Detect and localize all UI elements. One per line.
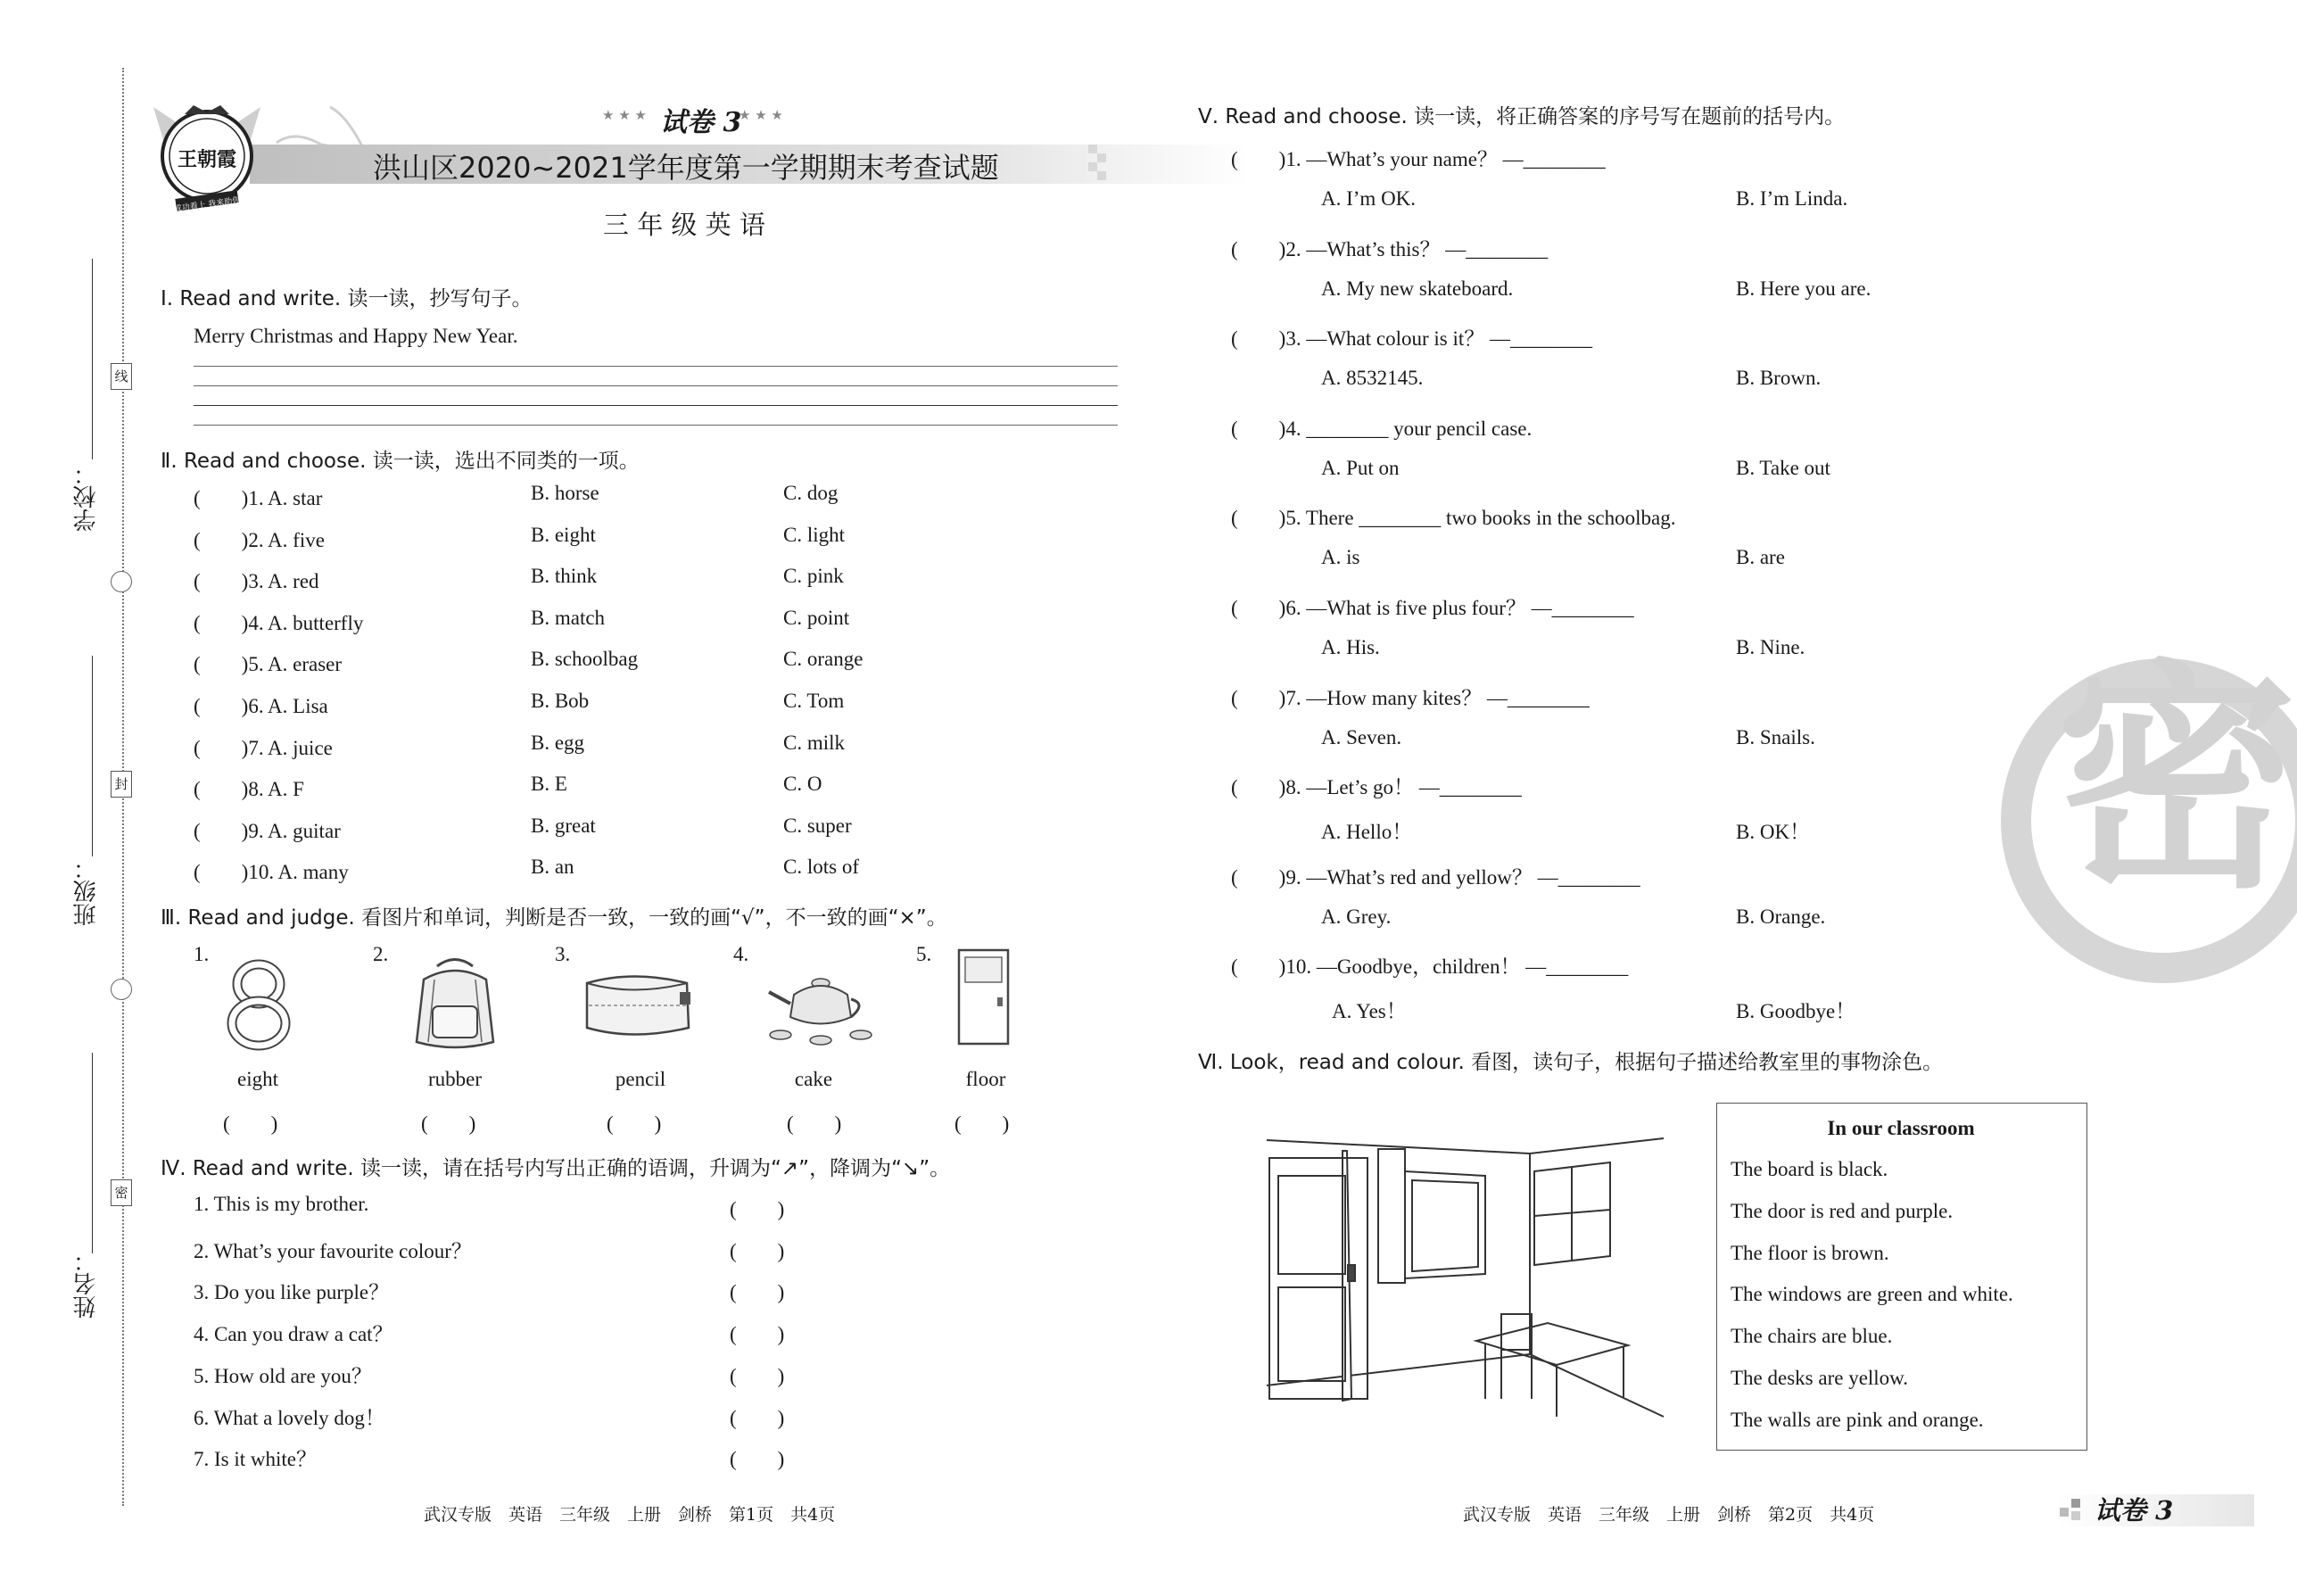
school-label: 学校： xyxy=(73,462,100,532)
name-label: 姓名： xyxy=(73,1249,100,1319)
binding-box-seal: 封 xyxy=(111,771,132,798)
judge-item-word: floor xyxy=(965,1068,1006,1090)
choose-option-a: A. is xyxy=(1321,546,1360,569)
footer-square-icon xyxy=(2071,1511,2080,1520)
choice-row-option-a[interactable]: ( )6. A. Lisa xyxy=(194,695,328,717)
choice-row-option-b: B. schoolbag xyxy=(531,648,639,671)
section-1-title: Ⅰ. Read and write. 读一读，抄写句子。 xyxy=(161,287,533,310)
stars-right-icon: ★ ★ ★ xyxy=(739,107,783,123)
classroom-description-line: The desks are yellow. xyxy=(1731,1367,1909,1389)
choice-row-option-c: C. lots of xyxy=(783,856,859,879)
choice-row-option-c: C. super xyxy=(783,814,852,837)
section-4-title: Ⅳ. Read and write. 读一读，请在括号内写出正确的语调，升调为“↗”，降调为“↘”。 xyxy=(161,1157,951,1180)
classroom-picture xyxy=(1262,1131,1664,1421)
paper-badge: 试卷 3 xyxy=(660,107,742,138)
choose-option-a: A. Grey. xyxy=(1321,905,1392,928)
choose-question[interactable]: ( )3. —What colour is it？ —________ xyxy=(1231,327,1593,351)
classroom-description-line: The walls are pink and orange. xyxy=(1731,1408,1984,1431)
judge-answer-paren[interactable]: ( ) xyxy=(223,1112,278,1135)
binding-hole-icon xyxy=(111,979,132,1000)
classroom-description-line: The floor is brown. xyxy=(1731,1241,1889,1264)
section-6-title: Ⅵ. Look，read and colour. 看图，读句子，根据句子描述给教室里的事物涂色。 xyxy=(1198,1051,1944,1074)
judge-item-word: eight xyxy=(237,1068,278,1090)
choice-row-option-b: B. think xyxy=(531,565,598,588)
intonation-answer-paren[interactable]: ( ) xyxy=(730,1198,785,1220)
writing-line[interactable] xyxy=(194,405,1118,406)
judge-item-number: 5. xyxy=(916,943,932,965)
classroom-description-line: The chairs are blue. xyxy=(1731,1325,1893,1348)
header xyxy=(143,98,1115,240)
intonation-sentence: 6. What a lovely dog！ xyxy=(194,1406,385,1429)
choice-row-option-a[interactable]: ( )3. A. red xyxy=(194,570,319,593)
footer-paper-badge: 试卷 3 xyxy=(2095,1495,2174,1526)
choose-question[interactable]: ( )7. —How many kites？ —________ xyxy=(1231,686,1590,709)
footer-right: 武汉专版 英语 三年级 上册 剑桥 第2页 共4页 xyxy=(1463,1505,1875,1525)
section-2-title: Ⅱ. Read and choose. 读一读，选出不同类的一项。 xyxy=(161,450,640,473)
footer-square-icon xyxy=(2071,1499,2080,1508)
watermark-character: 密 xyxy=(2056,640,2297,921)
choose-option-b: B. are xyxy=(1736,546,1785,569)
footer-left: 武汉专版 英语 三年级 上册 剑桥 第1页 共4页 xyxy=(424,1505,836,1525)
intonation-answer-paren[interactable]: ( ) xyxy=(730,1239,785,1262)
judge-answer-paren[interactable]: ( ) xyxy=(954,1112,1010,1135)
intonation-answer-paren[interactable]: ( ) xyxy=(730,1448,785,1471)
exam-subtitle: 三 年 级 英 语 xyxy=(603,210,765,240)
intonation-sentence: 5. How old are you？ xyxy=(194,1364,372,1387)
judge-item-number: 4. xyxy=(733,943,749,965)
binding-hole-icon xyxy=(111,571,132,592)
choice-row-option-a[interactable]: ( )10. A. many xyxy=(194,861,349,884)
choose-option-b: B. Take out xyxy=(1736,456,1830,479)
choose-option-b: B. Goodbye！ xyxy=(1736,1000,1856,1023)
writing-line[interactable] xyxy=(194,366,1118,367)
judge-answer-paren[interactable]: ( ) xyxy=(787,1112,842,1135)
judge-answer-paren[interactable]: ( ) xyxy=(421,1112,476,1135)
classroom-description-box xyxy=(1716,1103,2087,1451)
choice-row-option-c: C. orange xyxy=(783,648,863,671)
choice-row-option-b: B. an xyxy=(531,856,574,879)
section-5-title: Ⅴ. Read and choose. 读一读，将正确答案的序号写在题前的括号内。 xyxy=(1198,105,1846,128)
section-3-title: Ⅲ. Read and judge. 看图片和单词，判断是否一致，一致的画“√”，不一致的画“×”。 xyxy=(161,906,947,930)
judge-item-word: pencil xyxy=(615,1068,666,1090)
choice-row-option-b: B. great xyxy=(531,814,596,837)
judge-answer-paren[interactable]: ( ) xyxy=(607,1112,662,1135)
number-eight-picture xyxy=(219,959,299,1048)
choose-question[interactable]: ( )1. —What’s your name？ —________ xyxy=(1231,148,1606,170)
pencil-case-picture xyxy=(580,965,696,1046)
choose-option-a: A. Hello！ xyxy=(1321,821,1413,844)
intonation-sentence: 7. Is it white？ xyxy=(194,1448,317,1471)
choice-row-option-a[interactable]: ( )4. A. butterfly xyxy=(194,611,364,634)
intonation-answer-paren[interactable]: ( ) xyxy=(730,1281,785,1304)
intonation-answer-paren[interactable]: ( ) xyxy=(730,1364,785,1387)
choose-option-b: B. Orange. xyxy=(1736,905,1826,928)
choice-row-option-a[interactable]: ( )2. A. five xyxy=(194,528,325,551)
choose-question[interactable]: ( )10. —Goodbye，children！ —________ xyxy=(1231,955,1629,979)
class-write-line[interactable] xyxy=(92,656,93,856)
intonation-sentence: 4. Can you draw a cat？ xyxy=(194,1323,393,1346)
class-label: 班级： xyxy=(73,856,100,926)
logo-name: 王朝霞 xyxy=(177,148,236,171)
choice-row-option-c: C. point xyxy=(783,606,850,629)
choose-option-b: B. Here you are. xyxy=(1736,277,1871,300)
logo-motto: 成功看上 我来助你 xyxy=(173,195,241,215)
choose-option-a: A. Yes！ xyxy=(1332,1000,1407,1023)
classroom-description-line: The door is red and purple. xyxy=(1731,1199,1954,1222)
name-write-line[interactable] xyxy=(92,1053,93,1253)
choice-row-option-a[interactable]: ( )5. A. eraser xyxy=(194,653,343,676)
choose-question[interactable]: ( )2. —What’s this？ —________ xyxy=(1231,237,1549,260)
choose-option-a: A. 8532145. xyxy=(1321,367,1424,390)
choose-option-b: B. I’m Linda. xyxy=(1736,187,1848,210)
exam-title: 洪山区2020~2021学年度第一学期期末考查试题 xyxy=(373,151,999,185)
choice-row-option-b: B. eight xyxy=(531,523,596,546)
intonation-sentence: 2. What’s your favourite colour？ xyxy=(194,1239,472,1262)
intonation-answer-paren[interactable]: ( ) xyxy=(730,1406,785,1429)
choice-row-option-b: B. Bob xyxy=(531,690,590,712)
door-picture xyxy=(954,948,1012,1046)
intonation-sentence: 1. This is my brother. xyxy=(194,1193,369,1215)
classroom-description-line: The board is black. xyxy=(1731,1158,1888,1180)
choice-row-option-b: B. horse xyxy=(531,482,599,504)
writing-line[interactable] xyxy=(194,385,1118,386)
choose-option-b: B. Brown. xyxy=(1736,367,1822,390)
choose-question[interactable]: ( )8. —Let’s go！ —________ xyxy=(1231,776,1522,799)
choose-question[interactable]: ( )9. —What’s red and yellow？ —________ xyxy=(1231,865,1640,889)
classroom-box-title: In our classroom xyxy=(1827,1117,1975,1139)
choose-option-a: A. I’m OK. xyxy=(1321,187,1417,210)
choice-row-option-c: C. dog xyxy=(783,482,839,504)
choice-row-option-c: C. milk xyxy=(783,731,846,754)
teapot-picture xyxy=(758,963,883,1048)
judge-item-word: rubber xyxy=(427,1068,483,1090)
stars-left-icon: ★ ★ ★ xyxy=(602,107,647,123)
copy-sentence: Merry Christmas and Happy New Year. xyxy=(194,325,518,347)
choose-option-b: B. OK！ xyxy=(1736,821,1811,844)
choice-row-option-a[interactable]: ( )8. A. F xyxy=(194,778,304,801)
choose-question[interactable]: ( )5. There ________ two books in the schoolbag. xyxy=(1231,507,1676,530)
choice-row-option-b: B. E xyxy=(531,773,567,796)
choice-row-option-c: C. Tom xyxy=(783,690,845,712)
writing-line[interactable] xyxy=(194,425,1118,426)
footer-square-icon xyxy=(2060,1508,2069,1517)
choice-row-option-a[interactable]: ( )7. A. juice xyxy=(194,736,333,759)
choice-row-option-c: C. O xyxy=(783,773,822,796)
judge-item-word: cake xyxy=(794,1068,833,1090)
binding-box-secret: 密 xyxy=(111,1179,132,1206)
intonation-sentence: 3. Do you like purple？ xyxy=(194,1281,390,1304)
binding-box-line: 线 xyxy=(111,363,132,390)
choice-row-option-c: C. pink xyxy=(783,565,844,588)
judge-item-number: 1. xyxy=(194,943,210,965)
choice-row-option-b: B. match xyxy=(531,606,606,629)
choose-option-b: B. Snails. xyxy=(1736,725,1815,748)
choose-question[interactable]: ( )4. ________ your pencil case. xyxy=(1231,417,1533,440)
school-write-line[interactable] xyxy=(92,259,93,459)
intonation-answer-paren[interactable]: ( ) xyxy=(730,1323,785,1346)
schoolbag-picture xyxy=(406,953,504,1055)
choice-row-option-c: C. light xyxy=(783,523,846,546)
choice-row-option-a[interactable]: ( )1. A. star xyxy=(194,487,323,509)
choose-option-a: A. Put on xyxy=(1321,456,1400,479)
choose-option-a: A. His. xyxy=(1321,636,1380,658)
choose-option-a: A. My new skateboard. xyxy=(1321,277,1514,300)
choice-row-option-b: B. egg xyxy=(531,731,585,754)
choice-row-option-a[interactable]: ( )9. A. guitar xyxy=(194,819,341,842)
judge-item-number: 3. xyxy=(555,943,571,965)
choose-option-b: B. Nine. xyxy=(1736,636,1805,658)
classroom-description-line: The windows are green and white. xyxy=(1731,1283,2013,1306)
choose-option-a: A. Seven. xyxy=(1321,725,1402,748)
judge-item-number: 2. xyxy=(373,943,389,965)
choose-question[interactable]: ( )6. —What is five plus four？ —________ xyxy=(1231,597,1634,619)
